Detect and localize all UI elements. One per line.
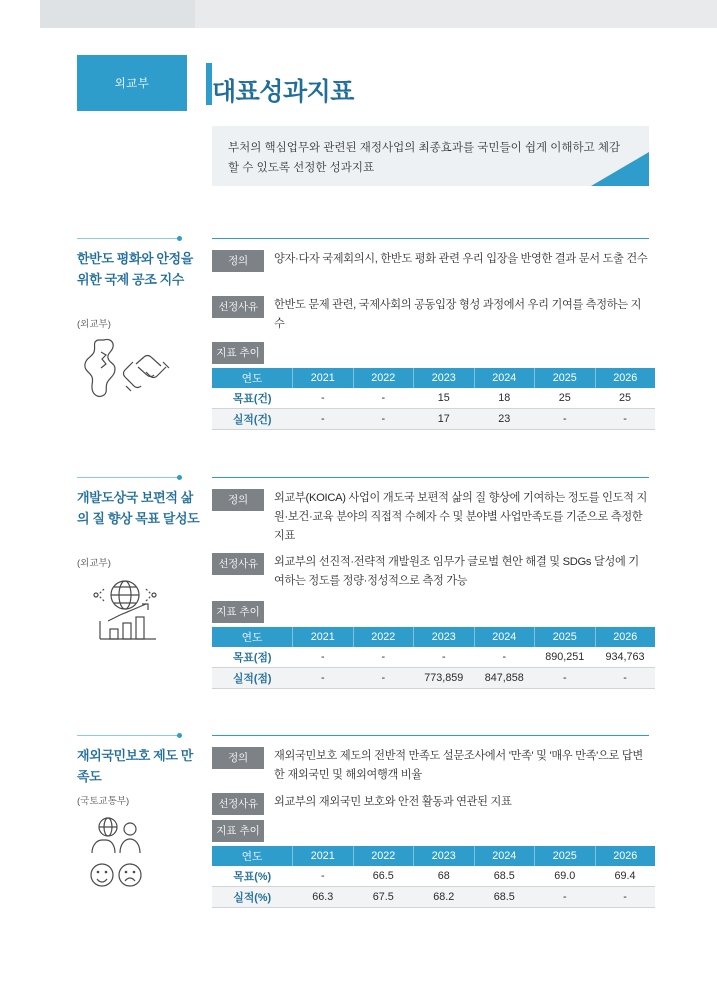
- indicator-1-definition-text: 양자·다자 국제회의시, 한반도 평화 관련 우리 입장을 반영한 결과 문서 도출 건수: [274, 253, 648, 265]
- definition-label: 정의: [212, 250, 264, 272]
- cell: 68: [414, 866, 475, 887]
- cell: 68.5: [474, 887, 535, 908]
- indicator-3-definition-text: 재외국민보호 제도의 전반적 만족도 설문조사에서 '만족' 및 '매우 만족'으로 답변한 재외국민 및 해외여행객 비율: [274, 750, 643, 781]
- row-label-actual: 실적(%): [212, 887, 293, 908]
- globe-growth-chart-icon: [78, 573, 178, 643]
- year-col-2025: 2025: [535, 627, 596, 647]
- cell: 25: [595, 388, 655, 409]
- definition-label: 정의: [212, 747, 264, 769]
- indicator-3-reason-text: 외교부의 재외국민 보호와 안전 활동과 연관된 지표: [274, 796, 512, 808]
- cell: 847,858: [474, 668, 535, 689]
- year-header: 연도: [212, 627, 293, 647]
- cell: 66.5: [353, 866, 414, 887]
- row-label-target: 목표(점): [212, 647, 293, 668]
- cell: 23: [474, 409, 535, 430]
- cell: -: [293, 866, 354, 887]
- indicator-1-trend-table: [212, 368, 655, 430]
- year-col-2022: 2022: [353, 627, 414, 647]
- table-row: [212, 647, 655, 668]
- trend-label: 지표 추이: [212, 342, 264, 364]
- indicator-3-trend-table: [212, 846, 655, 908]
- table-row: [212, 409, 655, 430]
- year-col-2026: 2026: [595, 368, 655, 388]
- indicator-2-trend-table: [212, 627, 655, 689]
- indicator-1-reason-row: [212, 296, 649, 334]
- reason-label: 선정사유: [212, 296, 264, 318]
- year-col-2026: 2026: [595, 846, 655, 866]
- cell: 18: [474, 388, 535, 409]
- intro-note-text: 부처의 핵심업무와 관련된 재정사업의 최종효과를 국민들이 쉽게 이해하고 체감할 수 있도록 선정한 성과지표: [228, 142, 621, 174]
- year-col-2023: 2023: [414, 368, 475, 388]
- cell: 25: [535, 388, 596, 409]
- indicator-2-name: 개발도상국 보편적 삶의 질 향상 목표 달성도: [77, 490, 200, 526]
- cell: 68.2: [414, 887, 475, 908]
- top-band-accent-block: [40, 0, 195, 28]
- indicator-2-definition-text: 외교부(KOICA) 사업이 개도국 보편적 삶의 질 향상에 기여하는 정도를 인도적 지원·보건·교육 분야의 직접적 수혜자 수 및 분야별 사업만족도를 기준으로 측정한 지표: [274, 492, 647, 542]
- cell: 17: [414, 409, 475, 430]
- cell: -: [293, 388, 354, 409]
- cell: -: [353, 409, 414, 430]
- cell: -: [293, 409, 354, 430]
- cell: 15: [414, 388, 475, 409]
- block-3-left-dot: [177, 733, 182, 738]
- indicator-1-name: 한반도 평화와 안정을 위한 국제 공조 지수: [77, 251, 193, 287]
- indicator-2-org: (외교부): [77, 558, 111, 569]
- ministry-tag: [77, 55, 187, 111]
- indicator-2-definition-row: [212, 489, 649, 546]
- block-2-left-rule: [77, 477, 180, 478]
- row-label-actual: 실적(점): [212, 668, 293, 689]
- cell: 934,763: [595, 647, 655, 668]
- table-header-row: [212, 846, 655, 866]
- year-col-2023: 2023: [414, 846, 475, 866]
- table-row: [212, 668, 655, 689]
- trend-label: 지표 추이: [212, 601, 264, 623]
- cell: 773,859: [414, 668, 475, 689]
- top-band-white-notch: [0, 0, 40, 28]
- block-2-left-dot: [177, 475, 182, 480]
- block-1-left-dot: [177, 236, 182, 241]
- definition-label: 정의: [212, 489, 264, 511]
- intro-note-box: [212, 126, 649, 186]
- intro-note-corner-decoration: [591, 152, 649, 186]
- cell: 67.5: [353, 887, 414, 908]
- year-header: 연도: [212, 846, 293, 866]
- table-header-row: [212, 368, 655, 388]
- indicator-1-definition-row: [212, 250, 649, 272]
- cell: -: [353, 647, 414, 668]
- block-1-top-rule: [212, 238, 649, 239]
- year-col-2024: 2024: [474, 368, 535, 388]
- cell: -: [535, 668, 596, 689]
- cell: 69.4: [595, 866, 655, 887]
- cell: -: [595, 668, 655, 689]
- row-label-actual: 실적(건): [212, 409, 293, 430]
- cell: -: [353, 388, 414, 409]
- cell: -: [353, 668, 414, 689]
- cell: 66.3: [293, 887, 354, 908]
- cell: -: [595, 409, 655, 430]
- indicator-2-reason-text: 외교부의 선진적·전략적 개발원조 임무가 글로벌 현안 해결 및 SDGs 달성에 기여하는 정도를 정량·정성적으로 측정 가능: [274, 556, 639, 587]
- table-row: [212, 887, 655, 908]
- row-label-target: 목표(%): [212, 866, 293, 887]
- table-row: [212, 866, 655, 887]
- people-globe-satisfaction-icon: [78, 813, 178, 883]
- page-title: 대표성과지표: [212, 78, 354, 106]
- year-col-2026: 2026: [595, 627, 655, 647]
- indicator-3-definition-row: [212, 747, 649, 785]
- cell: 890,251: [535, 647, 596, 668]
- indicator-3-reason-row: [212, 793, 649, 815]
- indicator-1-org: (외교부): [77, 319, 111, 330]
- trend-label: 지표 추이: [212, 820, 264, 842]
- year-col-2025: 2025: [535, 846, 596, 866]
- cell: -: [595, 887, 655, 908]
- table-header-row: [212, 627, 655, 647]
- row-label-target: 목표(건): [212, 388, 293, 409]
- block-3-top-rule: [212, 735, 649, 736]
- cell: 69.0: [535, 866, 596, 887]
- block-3-left-rule: [77, 735, 180, 736]
- ministry-tag-label: 외교부: [114, 78, 150, 90]
- year-header: 연도: [212, 368, 293, 388]
- reason-label: 선정사유: [212, 793, 264, 815]
- year-col-2021: 2021: [293, 846, 354, 866]
- year-col-2022: 2022: [353, 368, 414, 388]
- top-decorative-band: [0, 0, 717, 28]
- block-1-left-rule: [77, 238, 180, 239]
- year-col-2025: 2025: [535, 368, 596, 388]
- indicator-2-reason-row: [212, 553, 649, 591]
- cell: -: [474, 647, 535, 668]
- year-col-2021: 2021: [293, 368, 354, 388]
- reason-label: 선정사유: [212, 553, 264, 575]
- block-2-top-rule: [212, 477, 649, 478]
- cell: -: [293, 647, 354, 668]
- indicator-3-org: (국토교통부): [77, 796, 130, 807]
- year-col-2024: 2024: [474, 846, 535, 866]
- cell: 68.5: [474, 866, 535, 887]
- indicator-1-reason-text: 한반도 문제 관련, 국제사회의 공동입장 형성 과정에서 우리 기여를 측정하는 지수: [274, 299, 642, 330]
- table-row: [212, 388, 655, 409]
- cell: -: [535, 409, 596, 430]
- year-col-2022: 2022: [353, 846, 414, 866]
- year-col-2023: 2023: [414, 627, 475, 647]
- year-col-2021: 2021: [293, 627, 354, 647]
- indicator-3-name: 재외국민보호 제도 만족도: [77, 748, 193, 784]
- cell: -: [293, 668, 354, 689]
- cell: -: [535, 887, 596, 908]
- year-col-2024: 2024: [474, 627, 535, 647]
- korea-peninsula-handshake-icon: [78, 334, 178, 404]
- cell: -: [414, 647, 475, 668]
